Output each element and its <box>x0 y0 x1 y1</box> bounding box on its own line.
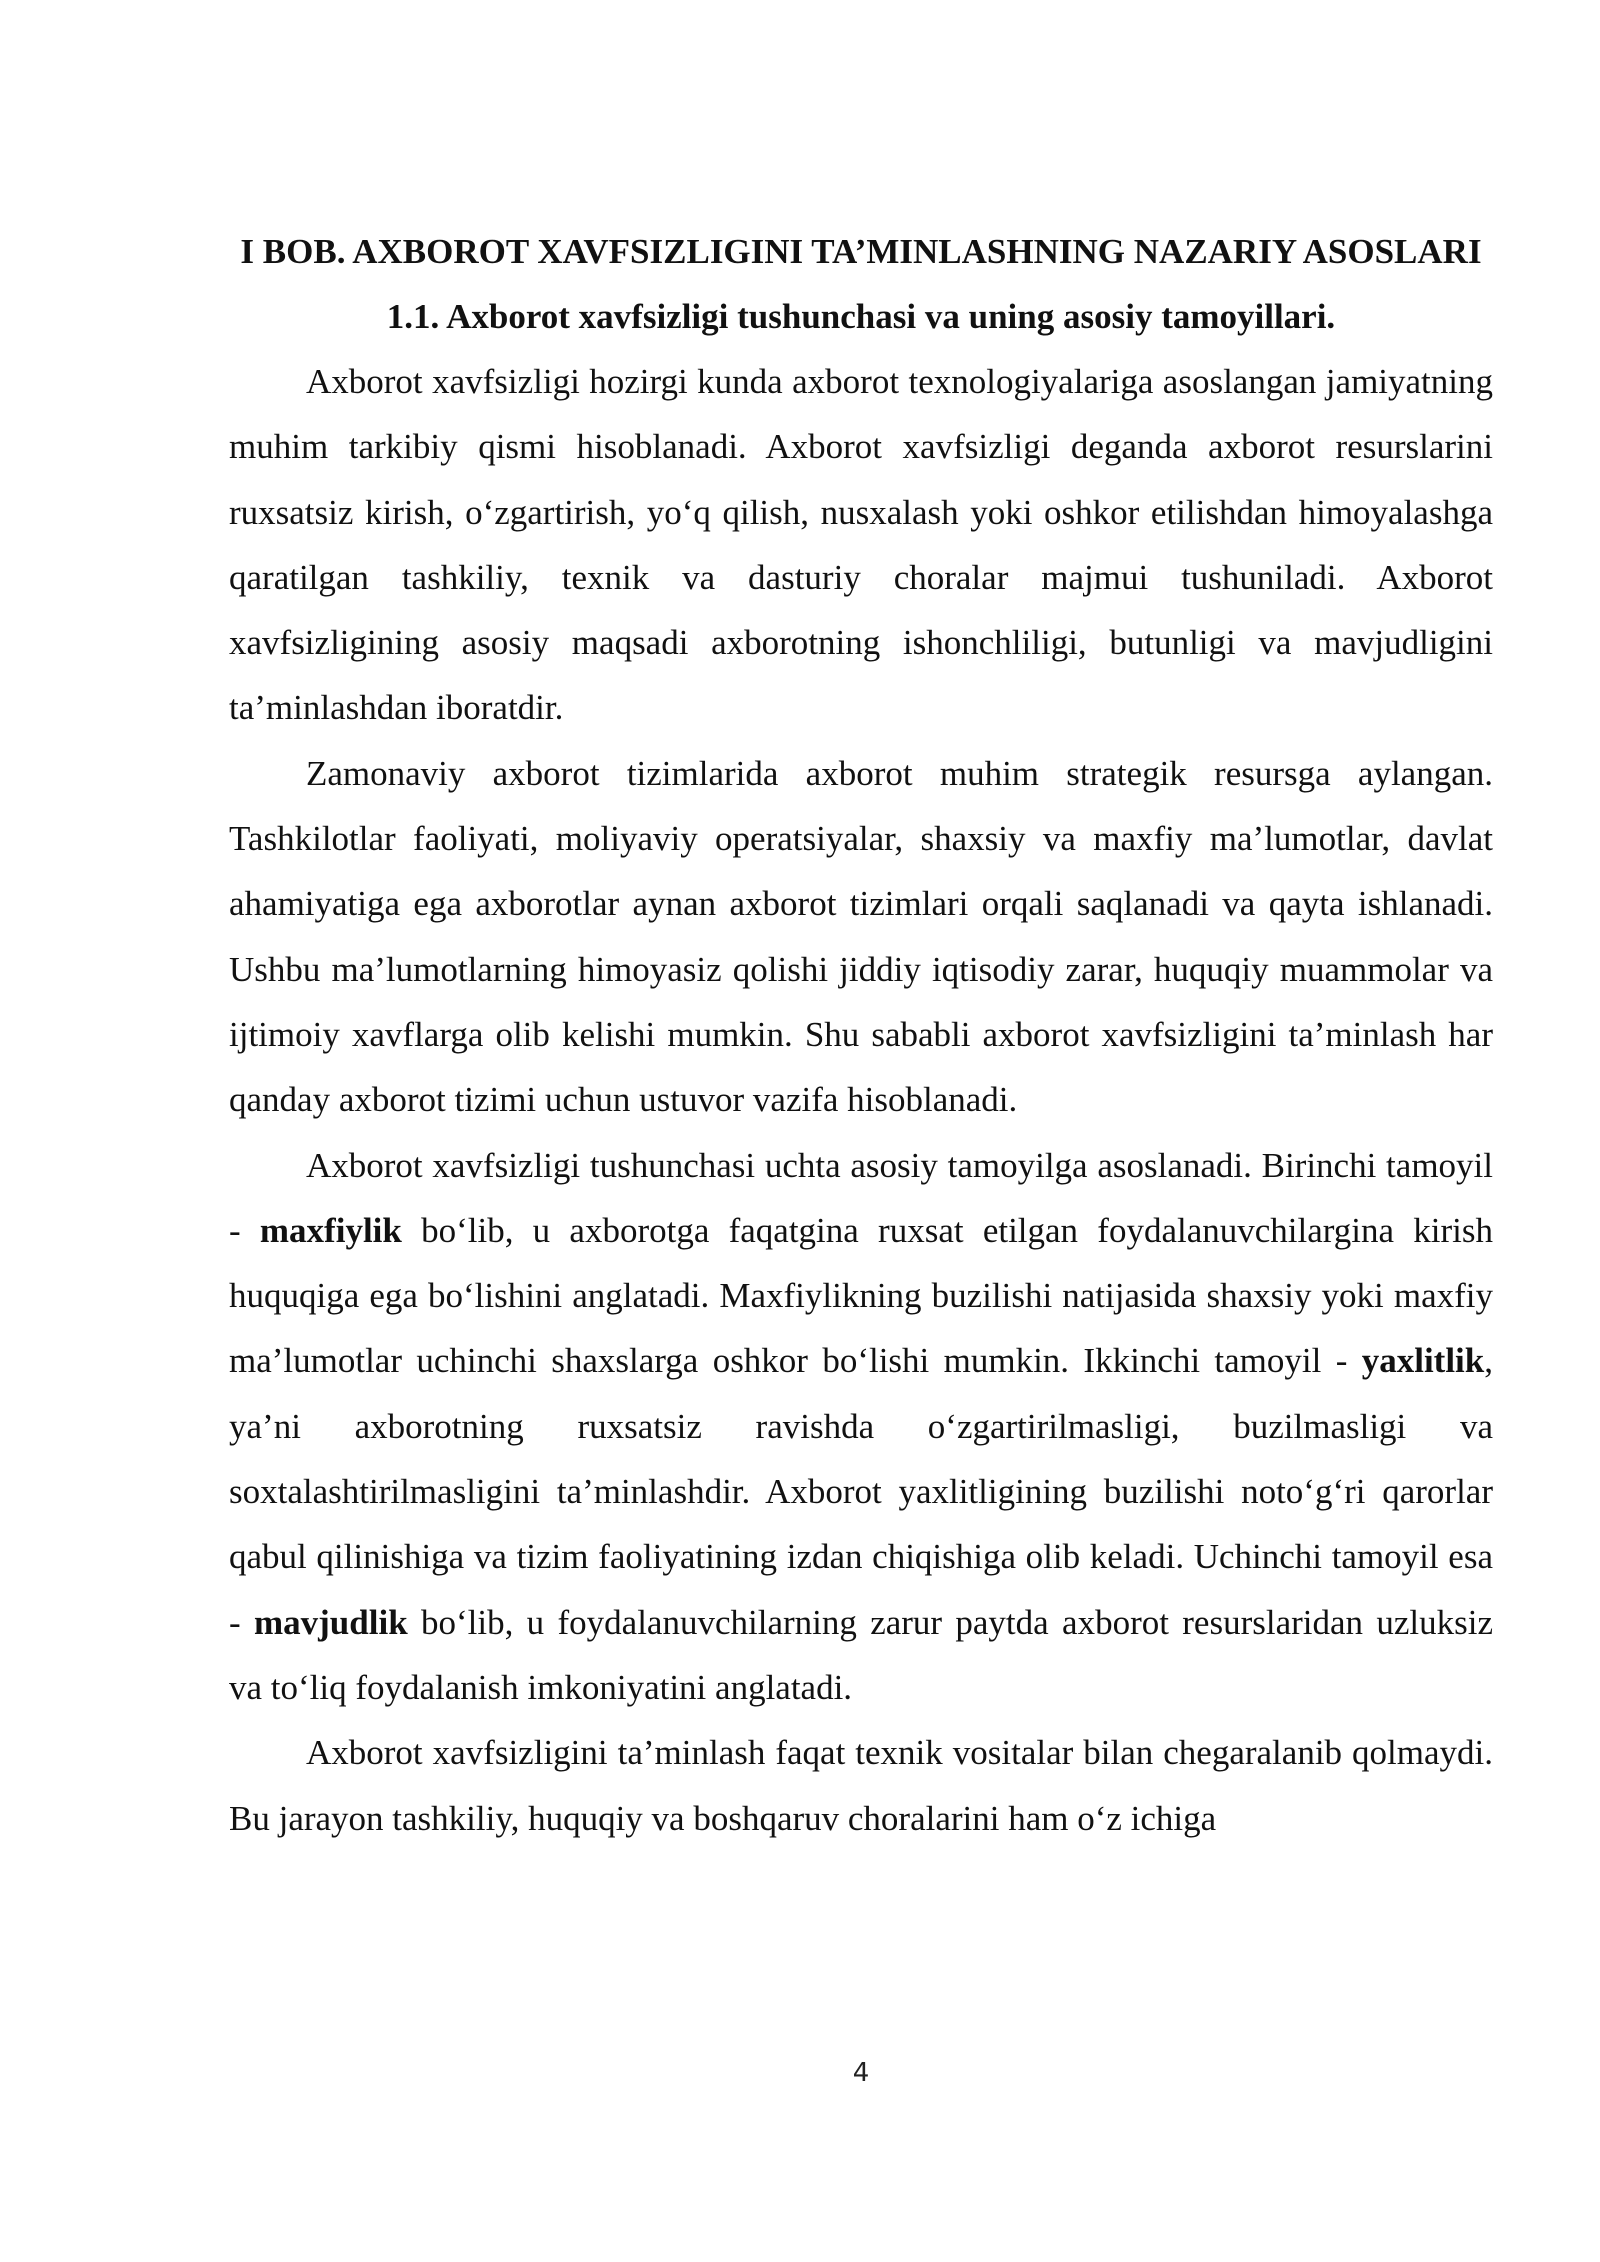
paragraph-4: Axborot xavfsizligini ta’minlash faqat texnik vositalar bilan chegaralanib qolmaydi. Bu jarayon tashkiliy, huquqiy va boshqaruv choralarini ham o‘z ichiga <box>229 1733 1493 1838</box>
paragraph-3 <box>229 1133 1493 1721</box>
paragraph-2: Zamonaviy axborot tizimlarida axborot muhim strategik resursga aylangan. Tashkilotlar faoliyati, moliyaviy operatsiyalar, shaxsiy va maxfiy ma’lumotlar, davlat ahamiyatiga ega axborotlar aynan axborot tizimlari orqali saqlanadi va qayta ishlanadi. Ushbu ma’lumotlarning himoyasiz qolishi jiddiy iqtisodiy zarar, huquqiy muammolar va ijtimoiy xavflarga olib kelishi mumkin. Shu sababli axborot xavfsizligini ta’minlash har qanday axborot tizimi uchun ustuvor vazifa hisoblanadi. <box>229 753 1493 1120</box>
page-number: 4 <box>852 2058 870 2088</box>
paragraph-1: Axborot xavfsizligi hozirgi kunda axborot texnologiyalariga asoslangan jamiyatning muhim tarkibiy qismi hisoblanadi. Axborot xavfsizligi deganda axborot resurslarini ruxsatsiz kirish, o‘zgartirish, yo‘q qilish, nusxalash yoki oshkor etilishdan himoyalashga qaratilgan tashkiliy, texnik va dasturiy choralar majmui tushuniladi. Axborot xavfsizligining asosiy maqsadi axborotning ishonchliligi, butunligi va mavjudligini ta’minlashdan iboratdir. <box>229 362 1493 728</box>
paragraph-3-text-3: , ya’ni axborotning ruxsatsiz ravishda o‘zgartirilmasligi, buzilmasligi va soxtalashtirilmasligini ta’minlashdir. Axborot yaxlitligining buzilishi noto‘g‘ri qarorlar qabul qilinishiga va tizim faoliyatining izdan chiqishiga olib keladi. Uchinchi tamoyil esa - <box>229 1341 1493 1642</box>
paragraph-3-text-2: bo‘lib, u axborotga faqatgina ruxsat etilgan foydalanuvchilargina kirish huquqiga ega bo‘lishini anglatadi. Maxfiylikning buzilishi natijasida shaxsiy yoki maxfiy ma’lumotlar uchinchi shaxslarga oshkor bo‘lishi mumkin. Ikkinchi tamoyil - <box>229 1210 1494 1381</box>
paragraph-3-text-4: bo‘lib, u foydalanuvchilarning zarur paytda axborot resurslaridan uzluksiz va to‘liq foydalanish imkoniyatini anglatadi. <box>229 1602 1494 1707</box>
term-maxfiylik: maxfiylik <box>259 1210 402 1250</box>
section-title: 1.1. Axborot xavfsizligi tushunchasi va uning asosiy tamoyillari. <box>386 297 1336 336</box>
paragraph-3-text-1: Axborot xavfsizligi tushunchasi uchta asosiy tamoyilga asoslanadi. Birinchi tamoyil - <box>229 1145 1493 1250</box>
term-mavjudlik: mavjudlik <box>254 1602 408 1642</box>
document-page <box>229 219 1493 1851</box>
term-yaxlitlik: yaxlitlik <box>1361 1341 1485 1381</box>
chapter-title: I BOB. AXBOROT XAVFSIZLIGINI TA’MINLASHNING NAZARIY ASOSLARI <box>240 232 1482 271</box>
